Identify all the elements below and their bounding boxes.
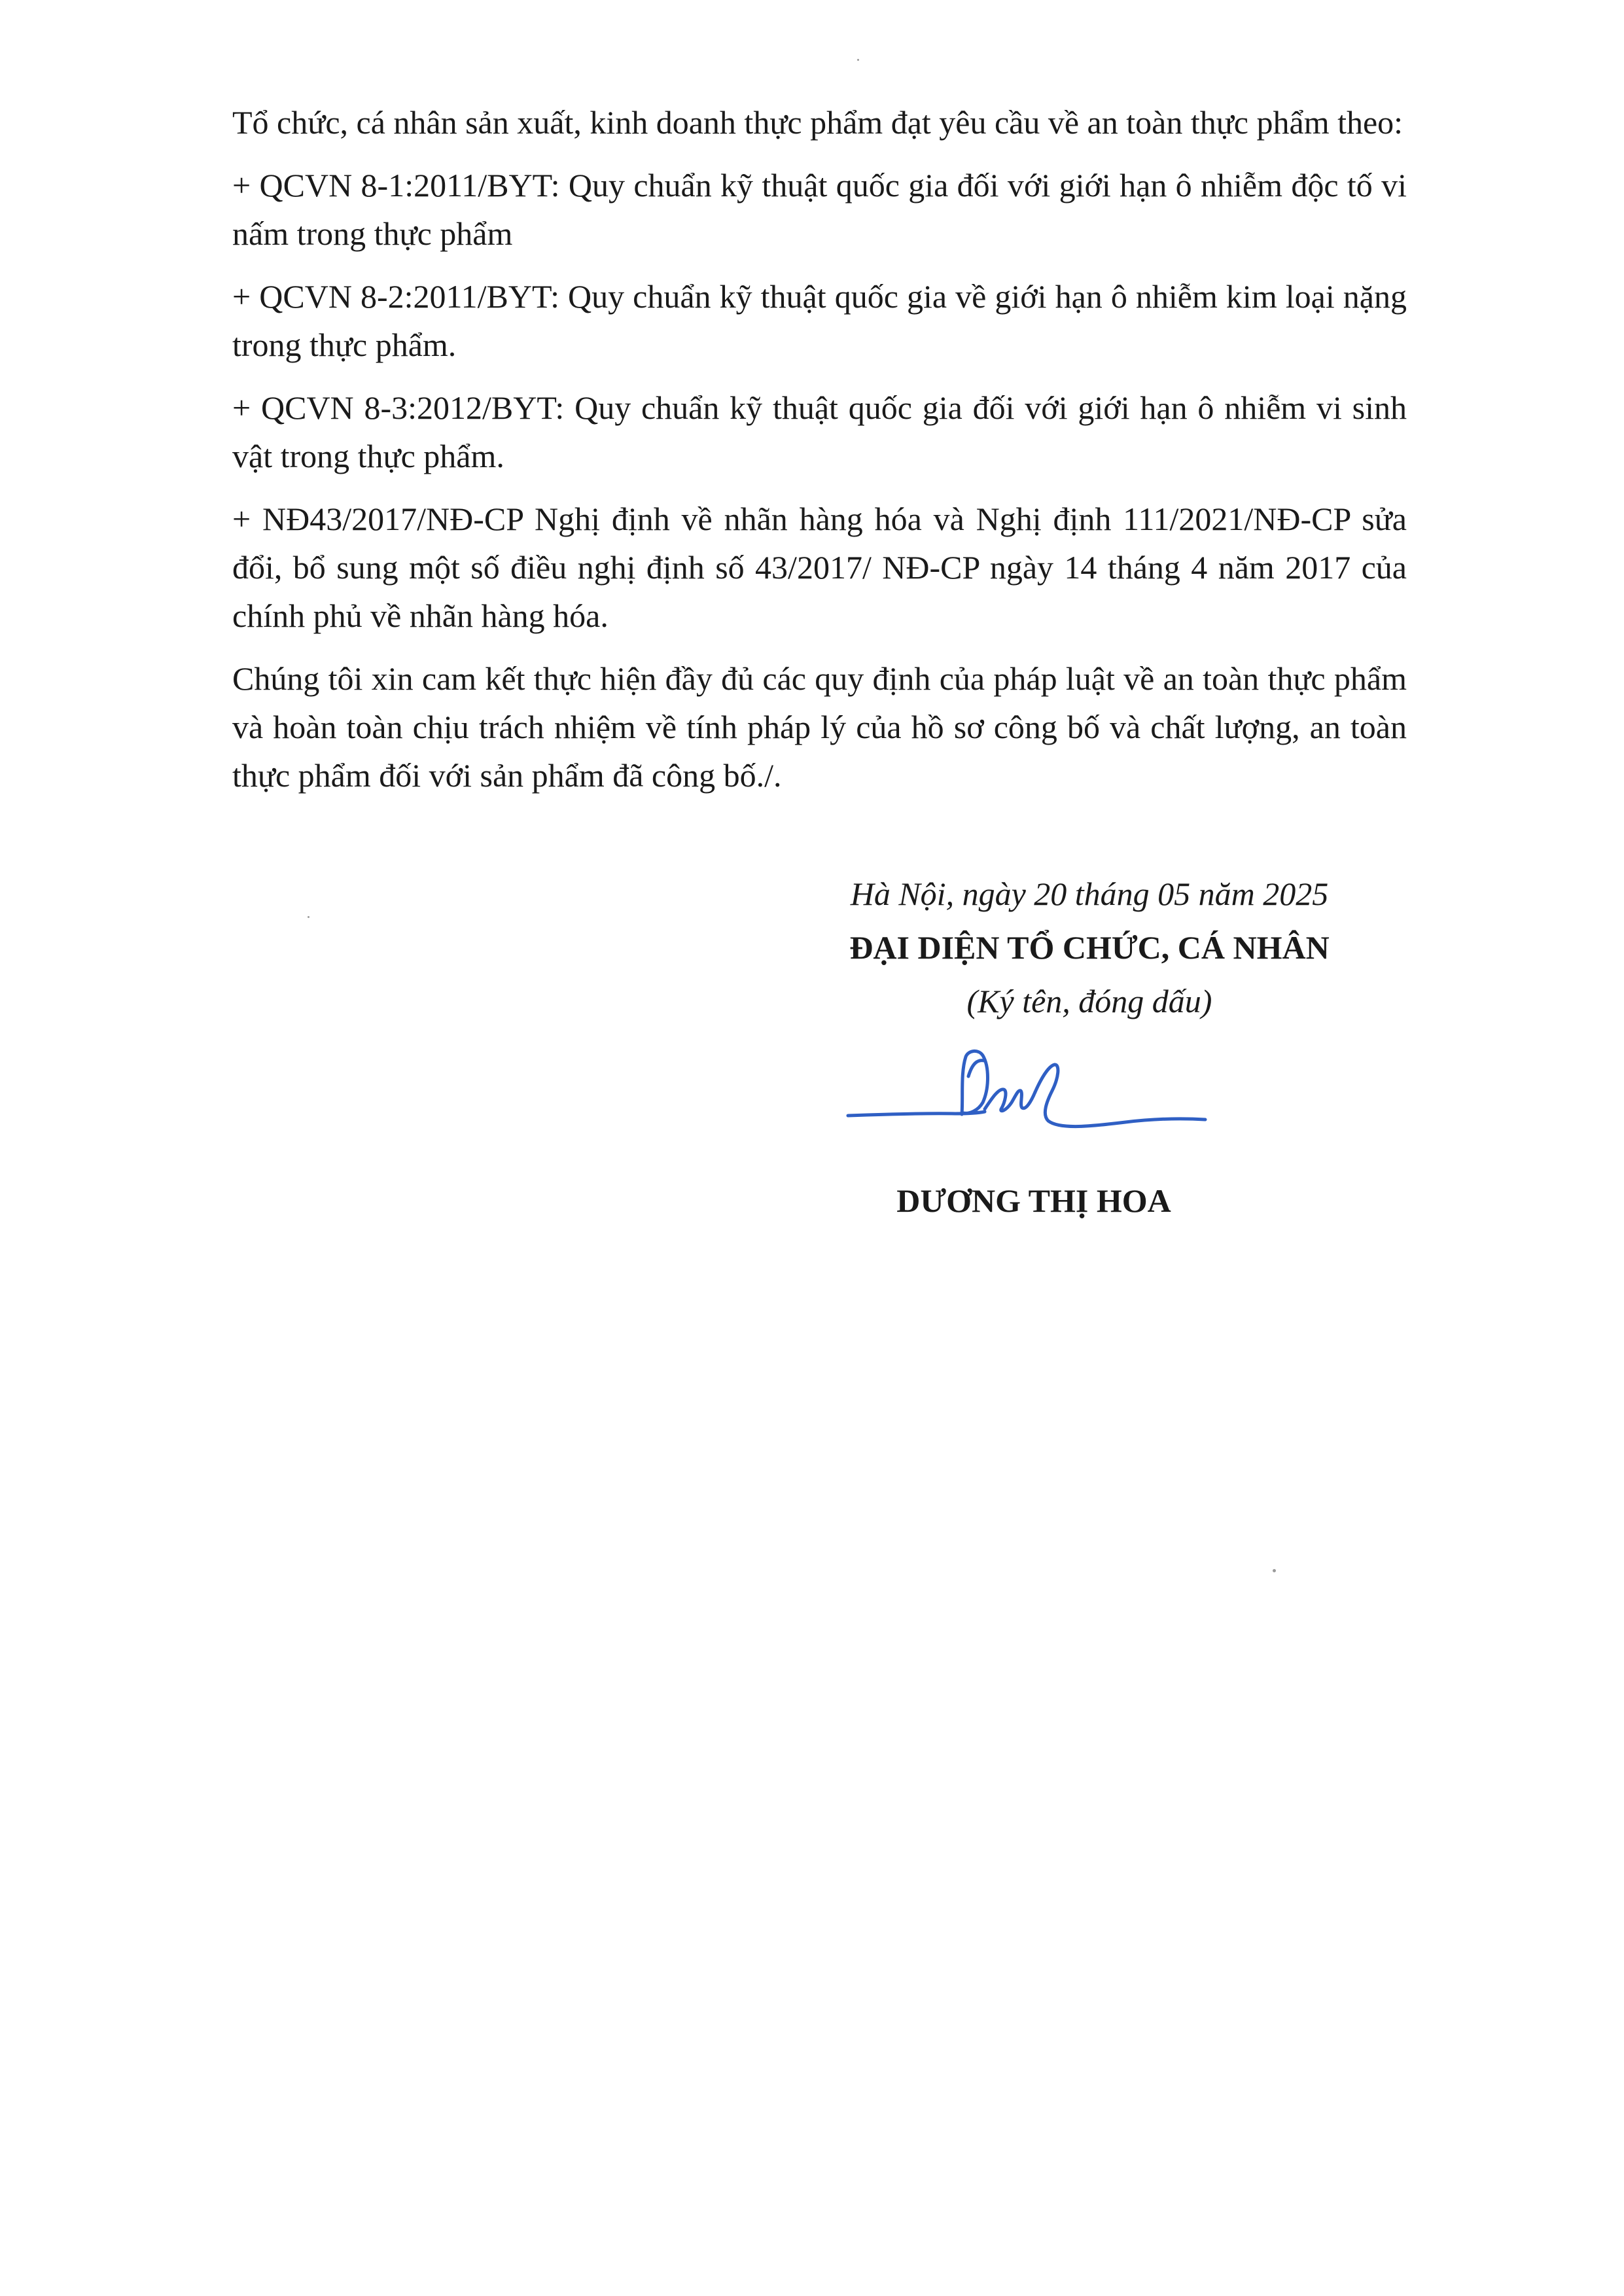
scan-speck (857, 59, 859, 61)
regulation-item-qcvn-8-1: + QCVN 8-1:2011/BYT: Quy chuẩn kỹ thuật quốc gia đối với giới hạn ô nhiễm độc tố vi nấm trong thực phẩm (232, 167, 1407, 252)
handwritten-signature (844, 1037, 1210, 1142)
regulation-item-qcvn-8-2: + QCVN 8-2:2011/BYT: Quy chuẩn kỹ thuật quốc gia về giới hạn ô nhiễm kim loại nặng trong thực phẩm. (232, 278, 1407, 363)
scan-speck (308, 916, 309, 918)
intro-paragraph: Tổ chức, cá nhân sản xuất, kinh doanh thực phẩm đạt yêu cầu về an toàn thực phẩm theo: (232, 104, 1403, 141)
document-body (232, 98, 1407, 814)
signer-name: DƯƠNG THỊ HOA (896, 1182, 1171, 1219)
sign-instruction: (Ký tên, đóng dấu) (966, 983, 1212, 1019)
signature-block (654, 867, 1439, 1028)
scan-speck (1273, 1569, 1276, 1572)
date-location-line: Hà Nội, ngày 20 tháng 05 năm 2025 (850, 875, 1329, 912)
regulation-item-nd43: + NĐ43/2017/NĐ-CP Nghị định về nhãn hàng hóa và Nghị định 111/2021/NĐ-CP sửa đổi, bổ sung một số điều nghị định số 43/2017/ NĐ-CP ngày 14 tháng 4 năm 2017 của chính phủ về nhãn hàng hóa. (232, 501, 1407, 634)
regulation-item-qcvn-8-3: + QCVN 8-3:2012/BYT: Quy chuẩn kỹ thuật quốc gia đối với giới hạn ô nhiễm vi sinh vật trong thực phẩm. (232, 389, 1407, 474)
commitment-paragraph: Chúng tôi xin cam kết thực hiện đầy đủ các quy định của pháp luật về an toàn thực phẩm và hoàn toàn chịu trách nhiệm về tính pháp lý của hồ sơ công bố và chất lượng, an toàn thực phẩm đối với sản phẩm đã công bố./. (232, 660, 1407, 794)
representative-title: ĐẠI DIỆN TỔ CHỨC, CÁ NHÂN (849, 929, 1330, 966)
